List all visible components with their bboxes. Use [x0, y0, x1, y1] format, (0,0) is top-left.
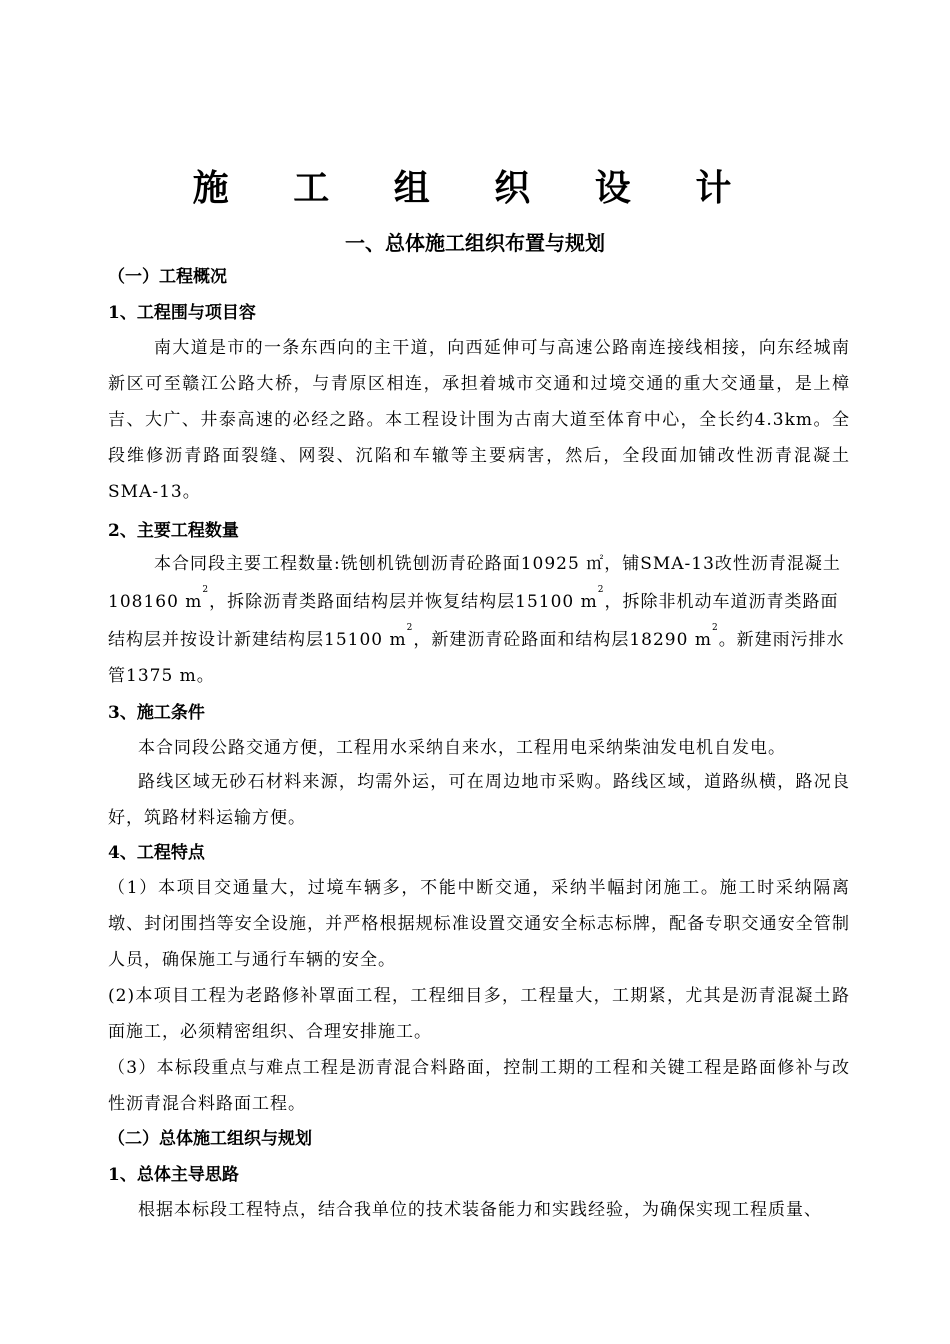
heading-scope: 1、工程围与项目容: [108, 303, 256, 323]
paragraph-scope: 南大道是市的一条东西向的主干道，向西延伸可与高速公路南连接线相接，向东经城南新区可至赣江公路大桥，与青原区相连，承担着城市交通和过境交通的重大交通量，是上樟吉、大广、井泰高速的必经之路。本工程设计围为古南大道至体育中心，全长约4.3km。全段维修沥青路面裂缝、网裂、沉陷和车辙等主要病害，然后，全段面加铺改性沥青混凝土SMA-13。: [108, 338, 850, 502]
heading-quantities: 2、主要工程数量: [108, 521, 239, 541]
section-title: 一、总体施工组织布置与规划: [345, 231, 605, 255]
document-title: 施 工 组 织 设 计: [192, 167, 758, 209]
quantities-line-1: 本合同段主要工程数量:铣刨机铣刨沥青砼路面10925 ㎡，铺SMA-13改性沥青混凝土: [154, 554, 841, 574]
quantities-line-2: 108160 $m^2$，拆除沥青类路面结构层并恢复结构层15100 $m^2$，拆除非机动车道沥青类路面: [108, 585, 839, 612]
heading-guiding-idea: 1、总体主导思路: [108, 1165, 239, 1185]
heading-project-overview: （一）工程概况: [108, 267, 227, 287]
quantities-line-4: 管1375 m。: [108, 666, 215, 686]
paragraph-feature-3: （3）本标段重点与难点工程是沥青混合料路面，控制工期的工程和关键工程是路面修补与改性沥青混合料路面工程。: [108, 1058, 850, 1114]
quantities-line-3: 结构层并按设计新建结构层15100 $m^2$，新建沥青砼路面和结构层18290 $m^2$。新建雨污排水: [108, 623, 845, 650]
paragraph-guiding-idea: 根据本标段工程特点，结合我单位的技术装备能力和实践经验，为确保实现工程质量、: [138, 1200, 822, 1220]
heading-features: 4、工程特点: [108, 843, 205, 863]
heading-conditions: 3、施工条件: [108, 703, 205, 723]
paragraph-feature-2: (2)本项目工程为老路修补罩面工程，工程细目多，工程量大，工期紧，尤其是沥青混凝土路面施工，必须精密组织、合理安排施工。: [108, 986, 850, 1042]
heading-organization: （二）总体施工组织与规划: [108, 1129, 312, 1149]
paragraph-conditions-2: 路线区域无砂石材料来源，均需外运，可在周边地市采购。路线区域，道路纵横，路况良好，筑路材料运输方便。: [108, 772, 850, 828]
paragraph-conditions-1: 本合同段公路交通方便，工程用水采纳自来水，工程用电采纳柴油发电机自发电。: [138, 738, 786, 758]
paragraph-feature-1: （1）本项目交通量大，过境车辆多，不能中断交通，采纳半幅封闭施工。施工时采纳隔离墩、封闭围挡等安全设施，并严格根据规标准设置交通安全标志标牌，配备专职交通安全管制人员，确保施工与通行车辆的安全。: [108, 878, 850, 970]
